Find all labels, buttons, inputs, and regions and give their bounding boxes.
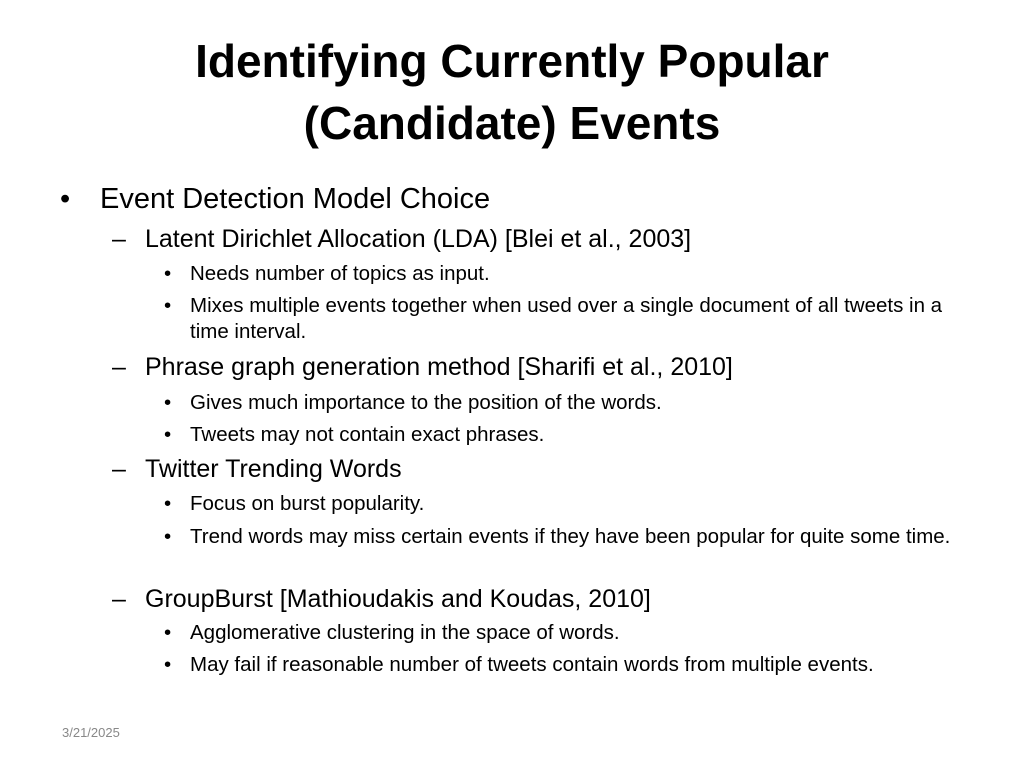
- slide-title-line-1: Identifying Currently Popular: [195, 35, 829, 87]
- bullet-icon: •: [164, 294, 172, 317]
- sub-bullet-text: GroupBurst [Mathioudakis and Koudas, 2010]: [145, 585, 651, 613]
- sub-bullet-text: Phrase graph generation method [Sharifi et al., 2010]: [145, 353, 733, 381]
- slide-title: [60, 30, 964, 154]
- detail-text: Focus on burst popularity.: [190, 492, 425, 515]
- dash-icon: –: [112, 455, 126, 483]
- bullet-icon: •: [60, 183, 71, 215]
- slide-title-line-2: (Candidate) Events: [303, 97, 721, 149]
- dash-icon: –: [112, 225, 126, 253]
- detail-text: Tweets may not contain exact phrases.: [190, 423, 545, 446]
- detail-text: Gives much importance to the position of the words.: [190, 391, 662, 414]
- bullet-text: Event Detection Model Choice: [100, 183, 491, 215]
- sub-bullet-text: Twitter Trending Words: [145, 455, 402, 483]
- bullet-icon: •: [164, 653, 172, 676]
- detail-text: Trend words may miss certain events if they have been popular for quite some time.: [190, 525, 951, 548]
- bullet-icon: •: [164, 262, 172, 285]
- footer-date: 3/21/2025: [62, 725, 120, 740]
- dash-icon: –: [112, 353, 126, 381]
- detail-text: Mixes multiple events together when used over a single document of all tweets in a time interval.: [190, 294, 943, 343]
- detail-text: Needs number of topics as input.: [190, 262, 490, 285]
- sub-bullet-text: Latent Dirichlet Allocation (LDA) [Blei et al., 2003]: [145, 225, 692, 253]
- bullet-icon: •: [164, 391, 172, 414]
- bullet-icon: •: [164, 621, 172, 644]
- dash-icon: –: [112, 585, 126, 613]
- bullet-icon: •: [164, 423, 172, 446]
- bullet-icon: •: [164, 492, 172, 515]
- detail-text: Agglomerative clustering in the space of words.: [190, 621, 620, 644]
- detail-text: May fail if reasonable number of tweets contain words from multiple events.: [190, 653, 874, 676]
- bullet-icon: •: [164, 525, 172, 548]
